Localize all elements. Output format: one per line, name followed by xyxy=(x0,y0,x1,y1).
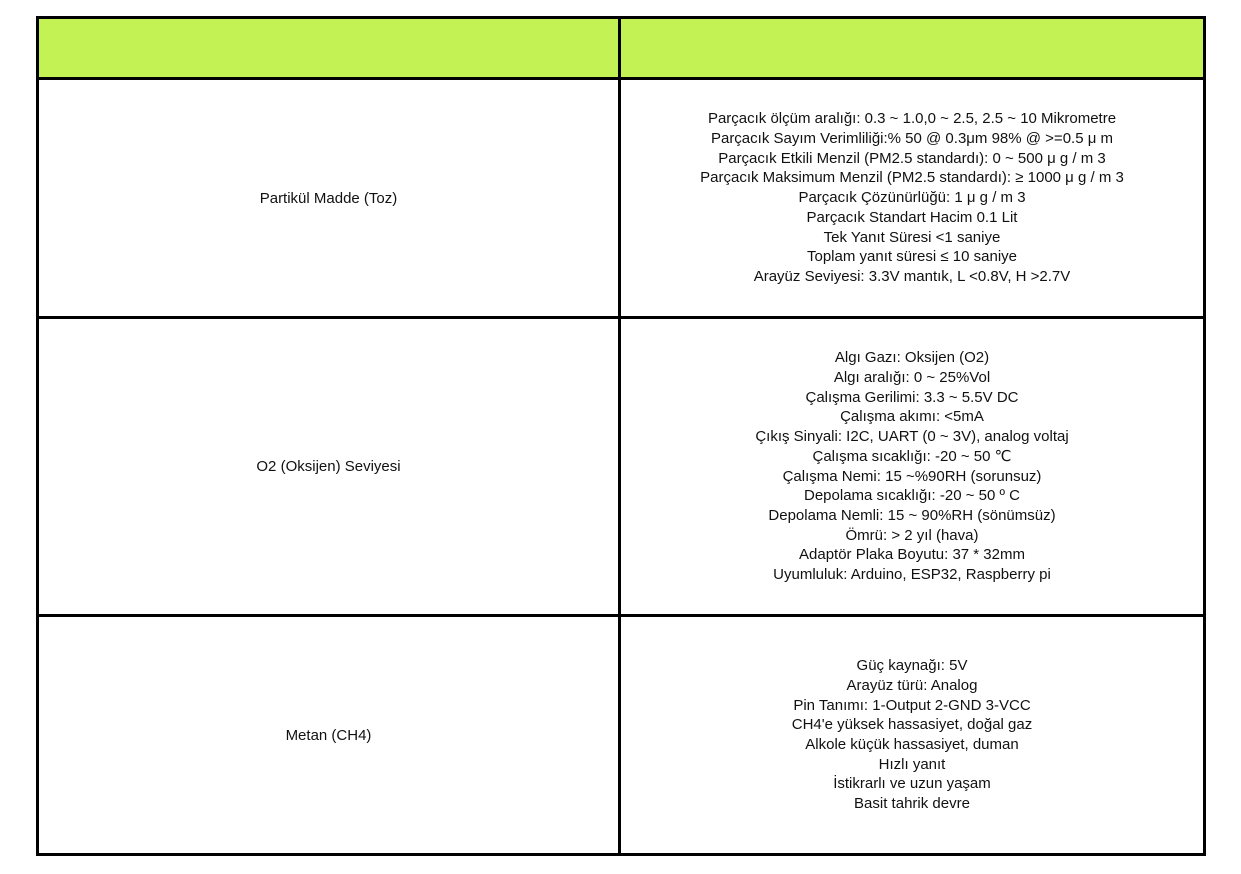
spec-line: Parçacık ölçüm aralığı: 0.3 ~ 1.0,0 ~ 2.5, 2.5 ~ 10 Mikrometre xyxy=(707,110,1117,128)
header-cell-left xyxy=(38,18,620,79)
spec-line: Arayüz türü: Analog xyxy=(846,676,978,694)
spec-line: Tek Yanıt Süresi <1 saniye xyxy=(823,228,1001,246)
spec-line: Parçacık Çözünürlüğü: 1 μ g / m 3 xyxy=(798,189,1026,207)
sensor-name-oxygen: O2 (Oksijen) Seviyesi xyxy=(38,318,620,616)
spec-line: Çalışma Nemi: 15 ~%90RH (sorunsuz) xyxy=(782,467,1042,485)
table-row xyxy=(38,616,1205,855)
spec-line: Güç kaynağı: 5V xyxy=(856,657,968,675)
spec-line: Toplam yanıt süresi ≤ 10 saniye xyxy=(807,248,1017,266)
spec-line: Çalışma sıcaklığı: -20 ~ 50 ℃ xyxy=(812,447,1012,465)
spec-line: Adaptör Plaka Boyutu: 37 * 32mm xyxy=(799,546,1025,564)
table-row xyxy=(38,79,1205,318)
spec-line: Parçacık Sayım Verimliliği:% 50 @ 0.3μm 98% @ >=0.5 μ m xyxy=(710,130,1114,148)
spec-line: Depolama Nemli: 15 ~ 90%RH (sönümsüz) xyxy=(768,506,1056,524)
spec-line: Arayüz Seviyesi: 3.3V mantık, L <0.8V, H >2.7V xyxy=(753,267,1071,285)
spec-cell-methane xyxy=(620,616,1205,855)
spec-line: Parçacık Etkili Menzil (PM2.5 standardı): 0 ~ 500 μ g / m 3 xyxy=(718,149,1106,167)
spec-line: CH4'e yüksek hassasiyet, doğal gaz xyxy=(791,716,1033,734)
spec-line: Pin Tanımı: 1-Output 2-GND 3-VCC xyxy=(793,696,1031,714)
spec-line: Hızlı yanıt xyxy=(878,755,946,773)
sensor-name-methane: Metan (CH4) xyxy=(38,616,620,855)
spec-list xyxy=(621,348,1203,584)
spec-line: Çalışma Gerilimi: 3.3 ~ 5.5V DC xyxy=(805,388,1019,406)
spec-line: Algı aralığı: 0 ~ 25%Vol xyxy=(833,368,991,386)
spec-line: Algı Gazı: Oksijen (O2) xyxy=(834,349,990,367)
spec-line: Uyumluluk: Arduino, ESP32, Raspberry pi xyxy=(773,566,1051,584)
spec-line: Basit tahrik devre xyxy=(854,795,970,813)
spec-list xyxy=(621,656,1203,814)
spec-line: Parçacık Maksimum Menzil (PM2.5 standardı): ≥ 1000 μ g / m 3 xyxy=(700,169,1124,187)
table-header-row xyxy=(38,18,1205,79)
spec-line: Parçacık Standart Hacim 0.1 Lit xyxy=(806,208,1018,226)
spec-line: Çalışma akımı: <5mA xyxy=(840,408,984,426)
spec-line: İstikrarlı ve uzun yaşam xyxy=(833,775,991,793)
spec-line: Ömrü: > 2 yıl (hava) xyxy=(845,526,979,544)
header-cell-right xyxy=(620,18,1205,79)
spec-line: Çıkış Sinyali: I2C, UART (0 ~ 3V), analog voltaj xyxy=(755,428,1069,446)
spec-list xyxy=(621,109,1203,286)
table-row xyxy=(38,318,1205,616)
spec-line: Depolama sıcaklığı: -20 ~ 50 º C xyxy=(804,487,1020,505)
spec-cell-particulate xyxy=(620,79,1205,318)
spec-cell-oxygen xyxy=(620,318,1205,616)
spec-line: Alkole küçük hassasiyet, duman xyxy=(805,736,1019,753)
sensor-spec-table xyxy=(36,16,1206,856)
sensor-name-particulate: Partikül Madde (Toz) xyxy=(38,79,620,318)
